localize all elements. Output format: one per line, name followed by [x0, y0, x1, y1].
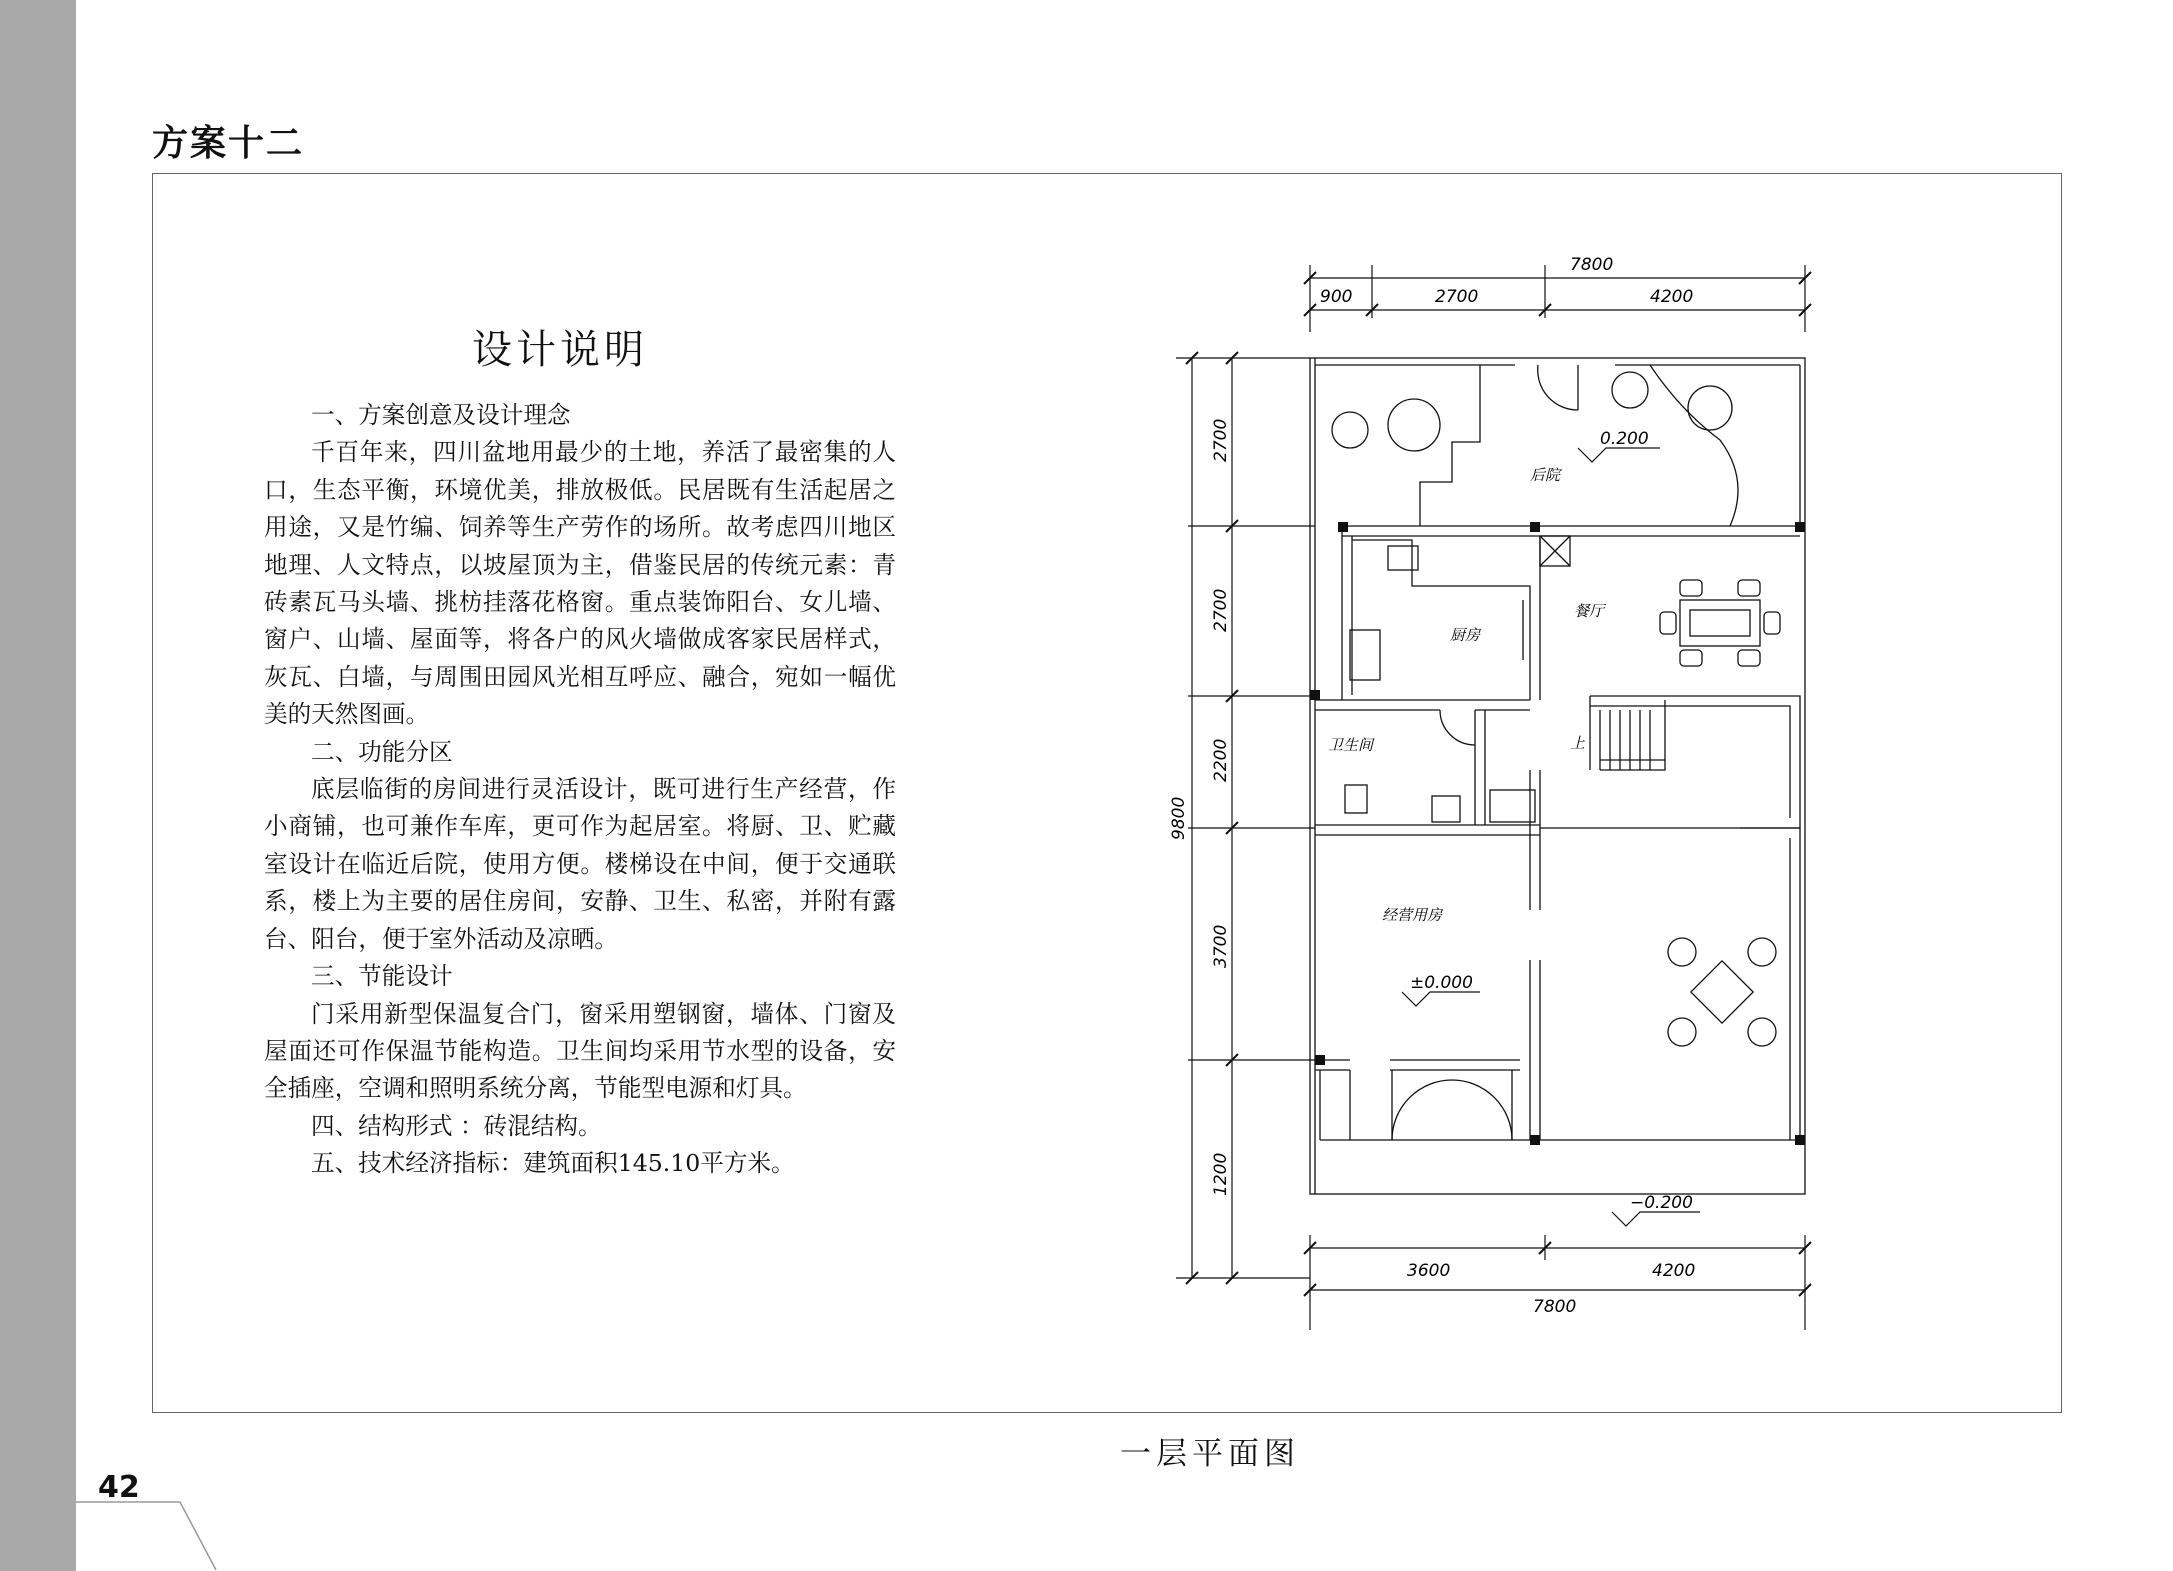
elevation-backyard: 0.200 [1600, 429, 1649, 449]
dim-left-seg2: 2700 [1211, 588, 1231, 632]
dim-left-seg3: 2200 [1211, 738, 1231, 782]
dim-left-seg1: 2700 [1211, 418, 1231, 462]
room-dining: 餐厅 [1574, 602, 1605, 620]
plan-caption: 一层平面图 [1120, 1436, 1300, 1472]
notes-heading-3: 三、节能设计 [311, 962, 453, 991]
elevation-floor: ±0.000 [1410, 973, 1473, 993]
notes-paragraph-3: 门采用新型保温复合门，窗采用塑钢窗，墙体、门窗及屋面还可作保温节能构造。卫生间均采用节水型的设备，安全插座，空调和照明系统分离，节能型电源和灯具。 [264, 999, 896, 1103]
dim-bottom-total: 7800 [1533, 1297, 1577, 1317]
notes-heading-1: 一、方案创意及设计理念 [311, 401, 571, 429]
notes-item-4: 四、结构形式 ：砖混结构。 [311, 1111, 602, 1140]
floor-plan [1160, 240, 1840, 1360]
notes-paragraph-1: 千百年来，四川盆地用最少的土地，养活了最密集的人口，生态平衡，环境优美，排放极低。民居既有生活起居之用途，又是竹编、饲养等生产劳作的场所。故考虑四川地区地理、人文特点，以坡屋顶为主，借鉴民居的传统元素：青砖素瓦马头墙、挑枋挂落花格窗。重点装饰阳台、女儿墙、窗户、山墙、屋面等，将各户的风火墙做成客家民居样式，灰瓦、白墙，与周围田园风光相互呼应、融合，宛如一幅优美的天然图画。 [264, 438, 896, 729]
design-notes-title: 设计说明 [472, 327, 648, 373]
dim-bottom-seg2: 4200 [1652, 1261, 1696, 1281]
dim-top-seg2: 2700 [1435, 287, 1479, 307]
dim-top-seg3: 4200 [1650, 287, 1694, 307]
dim-bottom-seg1: 3600 [1407, 1261, 1451, 1281]
dim-left-total: 9800 [1169, 796, 1189, 840]
page-corner-line [76, 1500, 236, 1571]
page-title: 方案十二 [152, 123, 305, 164]
notes-item-5: 五、技术经济指标：建筑面积145.10平方米。 [311, 1149, 795, 1178]
room-business: 经营用房 [1382, 906, 1443, 924]
room-bathroom: 卫生间 [1328, 736, 1374, 754]
dim-top-seg1: 900 [1320, 287, 1353, 307]
elevation-outside: −0.200 [1630, 1193, 1693, 1213]
notes-heading-2: 二、功能分区 [311, 737, 453, 766]
dim-left-seg5: 1200 [1211, 1152, 1231, 1196]
design-notes [264, 397, 896, 1183]
notes-paragraph-2: 底层临街的房间进行灵活设计，既可进行生产经营，作小商铺，也可兼作车库，更可作为起居室。将厨、卫、贮藏室设计在临近后院，使用方便。楼梯设在中间，便于交通联系，楼上为主要的居住房间，安静、卫生、私密，并附有露台、阳台，便于室外活动及凉晒。 [264, 775, 896, 953]
room-backyard: 后院 [1530, 466, 1561, 484]
dim-top-total: 7800 [1570, 255, 1614, 275]
page-number: 42 [98, 1470, 140, 1505]
dim-left-seg4: 3700 [1211, 924, 1231, 968]
side-strip [0, 0, 76, 1571]
room-kitchen: 厨房 [1450, 626, 1481, 644]
stair-up-label: 上 [1570, 734, 1586, 752]
